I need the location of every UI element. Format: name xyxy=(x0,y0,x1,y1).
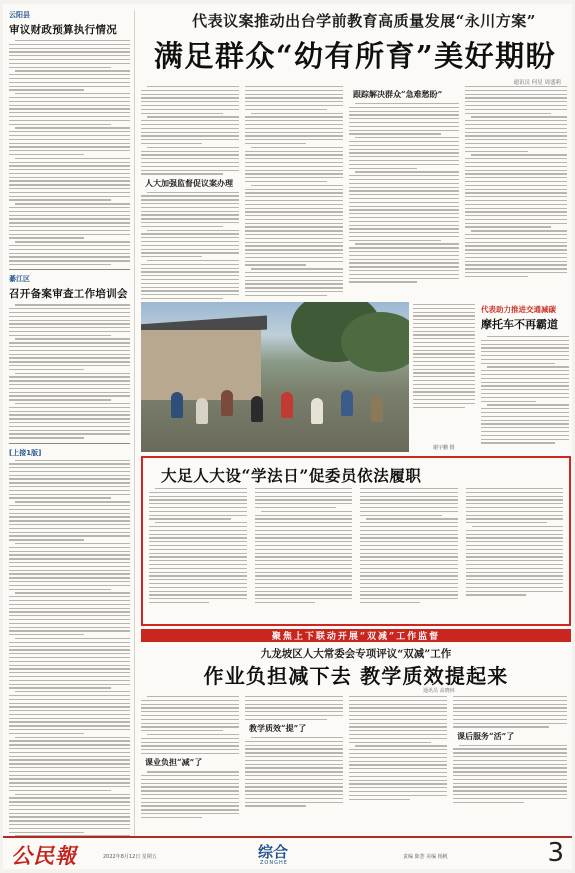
boxed-story-column-4 xyxy=(466,488,564,618)
bottom-story-subhead-3: 课后服务“活”了 xyxy=(457,730,515,741)
lead-story-column-2 xyxy=(245,86,343,299)
boxed-story-column-1 xyxy=(149,488,247,618)
section-name: 综合 xyxy=(258,843,289,861)
lead-story-column-4 xyxy=(465,86,567,280)
issue-date: 2022年8月12日 星期五 xyxy=(103,854,157,860)
lead-story-subhead-1: 人大加强监督促议案办理 xyxy=(145,177,233,188)
boxed-story-title: 大足人大设“学法日”促委员依法履职 xyxy=(161,466,422,485)
newspaper-logo: 公民報 xyxy=(11,843,77,868)
divider xyxy=(9,443,130,444)
side-story xyxy=(481,304,569,454)
photo-credit: 谢宇鹏 摄 xyxy=(433,445,455,451)
lead-story-column-3 xyxy=(349,86,459,285)
section-label-qijiang: 綦江区 xyxy=(9,275,30,284)
bottom-story-kicker: 九龙坡区人大常委会专项评议“双减”工作 xyxy=(260,648,452,660)
news-photo xyxy=(141,302,409,452)
section-name-pinyin: ZONGHE xyxy=(260,860,288,866)
bottom-story-byline: 通讯员 高晓林 xyxy=(423,688,455,694)
side-story-kicker: 代表助力推进交通减碳 xyxy=(481,305,556,314)
bottom-story-headline: 作业负担减下去 教学质效提起来 xyxy=(203,664,509,688)
bottom-story-column-4 xyxy=(453,696,567,805)
side-story-title: 摩托车不再霸道 xyxy=(481,318,558,331)
section-banner-text: 聚焦上下联动开展“双减”工作监督 xyxy=(271,632,441,642)
lead-story-subhead-2: 跟踪解决群众“急难愁盼” xyxy=(353,89,443,99)
lead-story-byline: 通讯员 何星 周盛莉 xyxy=(513,80,561,86)
lead-story-kicker: 代表议案推动出台学前教育高质量发展“永川方案” xyxy=(192,12,536,30)
left-news-column xyxy=(9,10,135,836)
page-footer xyxy=(3,836,572,869)
article-title-qijiang: 召开备案审查工作培训会 xyxy=(9,288,128,301)
boxed-story-column-3 xyxy=(360,488,458,618)
continued-from-label: [上接1版] xyxy=(9,448,42,457)
page-number: 3 xyxy=(547,838,564,868)
article-title-yunyang: 审议财政预算执行情况 xyxy=(9,24,117,36)
boxed-story-column-2 xyxy=(255,488,353,618)
lead-story-header xyxy=(141,10,569,86)
divider xyxy=(9,269,130,270)
side-story-body xyxy=(481,336,569,444)
lead-story-column-1 xyxy=(141,86,239,302)
bottom-story-column-2 xyxy=(245,696,343,809)
bottom-story-column-1 xyxy=(141,696,239,821)
article-body-yunyang xyxy=(9,40,130,265)
bottom-story-subhead-1: 课业负担“减”了 xyxy=(145,757,203,768)
editor-credits: 责编 陈荟 美编 杨帆 xyxy=(403,854,448,860)
newspaper-page xyxy=(3,4,572,869)
lead-story-headline: 满足群众“幼有所育”美好期盼 xyxy=(153,39,557,73)
article-body-qijiang xyxy=(9,304,130,438)
section-banner xyxy=(141,629,571,642)
section-label-yunyang: 云阳县 xyxy=(9,11,30,19)
article-body-continued xyxy=(9,460,130,870)
bottom-story-subhead-2: 教学质效“提”了 xyxy=(249,723,307,734)
bottom-story-column-3 xyxy=(349,696,447,802)
boxed-story xyxy=(141,456,571,626)
photo-caption xyxy=(413,304,475,450)
